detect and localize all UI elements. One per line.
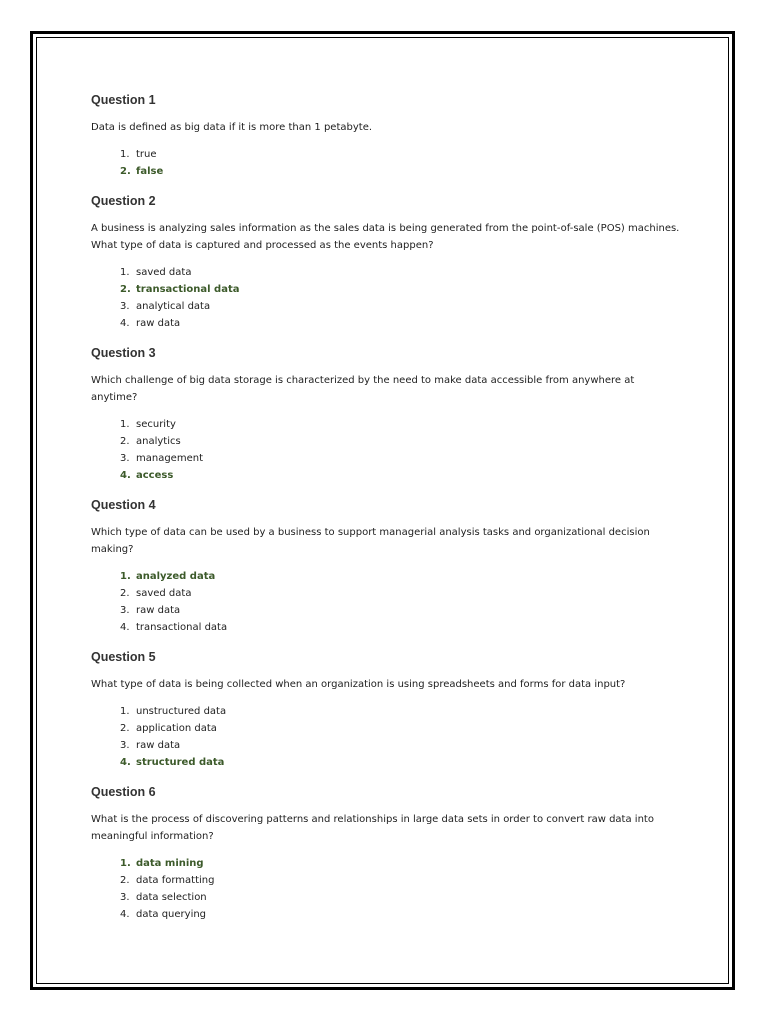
option-number: 3. xyxy=(120,740,130,751)
answer-option-correct xyxy=(91,855,681,872)
option-number: 2. xyxy=(120,588,130,599)
option-number: 2. xyxy=(120,436,130,447)
question-heading: Question 3 xyxy=(91,346,156,360)
option-label: raw data xyxy=(136,318,181,329)
answer-option-correct xyxy=(91,754,681,771)
option-number: 4. xyxy=(120,318,130,329)
option-label: transactional data xyxy=(136,284,240,295)
option-label: data selection xyxy=(136,892,207,903)
option-number: 2. xyxy=(120,284,131,295)
option-label: transactional data xyxy=(136,622,228,633)
option-number: 4. xyxy=(120,470,131,481)
option-number: 3. xyxy=(120,605,130,616)
option-label: data mining xyxy=(136,858,204,869)
answer-option xyxy=(91,720,681,737)
answer-options xyxy=(91,703,681,771)
option-label: true xyxy=(136,149,157,160)
option-label: structured data xyxy=(136,757,225,768)
question-text: Which type of data can be used by a business to support managerial analysis tasks and organizational decision making? xyxy=(91,527,650,555)
question-3 xyxy=(91,344,681,484)
question-text: What is the process of discovering patterns and relationships in large data sets in order to convert raw data into meaningful information? xyxy=(91,814,654,842)
answer-option xyxy=(91,602,681,619)
option-label: data formatting xyxy=(136,875,215,886)
option-label: application data xyxy=(136,723,217,734)
answer-option xyxy=(91,619,681,636)
option-number: 3. xyxy=(120,301,130,312)
option-number: 4. xyxy=(120,622,130,633)
answer-option xyxy=(91,906,681,923)
question-text: A business is analyzing sales information as the sales data is being generated from the point-of-sale (POS) machines. What type of data is captured and processed as the events happen? xyxy=(91,223,680,251)
question-heading: Question 1 xyxy=(91,93,156,107)
option-number: 1. xyxy=(120,149,130,160)
answer-options xyxy=(91,855,681,923)
option-label: raw data xyxy=(136,740,181,751)
answer-option xyxy=(91,264,681,281)
option-number: 3. xyxy=(120,453,130,464)
option-number: 3. xyxy=(120,892,130,903)
option-number: 2. xyxy=(120,875,130,886)
answer-option xyxy=(91,703,681,720)
answer-option xyxy=(91,315,681,332)
option-label: analytical data xyxy=(136,301,211,312)
option-label: false xyxy=(136,166,164,177)
answer-option-correct xyxy=(91,163,681,180)
question-2 xyxy=(91,192,681,332)
answer-option xyxy=(91,450,681,467)
answer-option-correct xyxy=(91,568,681,585)
option-number: 1. xyxy=(120,706,130,717)
answer-option xyxy=(91,298,681,315)
answer-options xyxy=(91,416,681,484)
question-4 xyxy=(91,496,681,636)
answer-option-correct xyxy=(91,467,681,484)
question-text: Data is defined as big data if it is more than 1 petabyte. xyxy=(91,122,373,133)
answer-option xyxy=(91,889,681,906)
question-heading: Question 2 xyxy=(91,194,156,208)
quiz-content xyxy=(91,91,681,935)
answer-options xyxy=(91,568,681,636)
option-label: saved data xyxy=(136,267,192,278)
answer-option xyxy=(91,146,681,163)
answer-option-correct xyxy=(91,281,681,298)
option-label: analyzed data xyxy=(136,571,216,582)
option-label: raw data xyxy=(136,605,181,616)
question-heading: Question 5 xyxy=(91,650,156,664)
option-number: 1. xyxy=(120,419,130,430)
option-label: management xyxy=(136,453,203,464)
option-label: access xyxy=(136,470,174,481)
answer-option xyxy=(91,585,681,602)
option-label: saved data xyxy=(136,588,192,599)
option-label: data querying xyxy=(136,909,207,920)
question-1 xyxy=(91,91,681,180)
option-number: 4. xyxy=(120,757,131,768)
answer-option xyxy=(91,872,681,889)
option-number: 1. xyxy=(120,571,131,582)
option-label: security xyxy=(136,419,176,430)
question-text: What type of data is being collected when an organization is using spreadsheets and forms for data input? xyxy=(91,679,626,690)
question-text: Which challenge of big data storage is characterized by the need to make data accessible from anywhere at anytime? xyxy=(91,375,635,403)
answer-option xyxy=(91,737,681,754)
option-number: 2. xyxy=(120,166,131,177)
question-heading: Question 4 xyxy=(91,498,156,512)
question-heading: Question 6 xyxy=(91,785,156,799)
question-6 xyxy=(91,783,681,923)
option-label: unstructured data xyxy=(136,706,227,717)
option-number: 1. xyxy=(120,267,130,278)
option-number: 1. xyxy=(120,858,131,869)
answer-option xyxy=(91,433,681,450)
option-number: 4. xyxy=(120,909,130,920)
answer-options xyxy=(91,146,681,180)
answer-option xyxy=(91,416,681,433)
option-number: 2. xyxy=(120,723,130,734)
question-5 xyxy=(91,648,681,771)
option-label: analytics xyxy=(136,436,181,447)
answer-options xyxy=(91,264,681,332)
